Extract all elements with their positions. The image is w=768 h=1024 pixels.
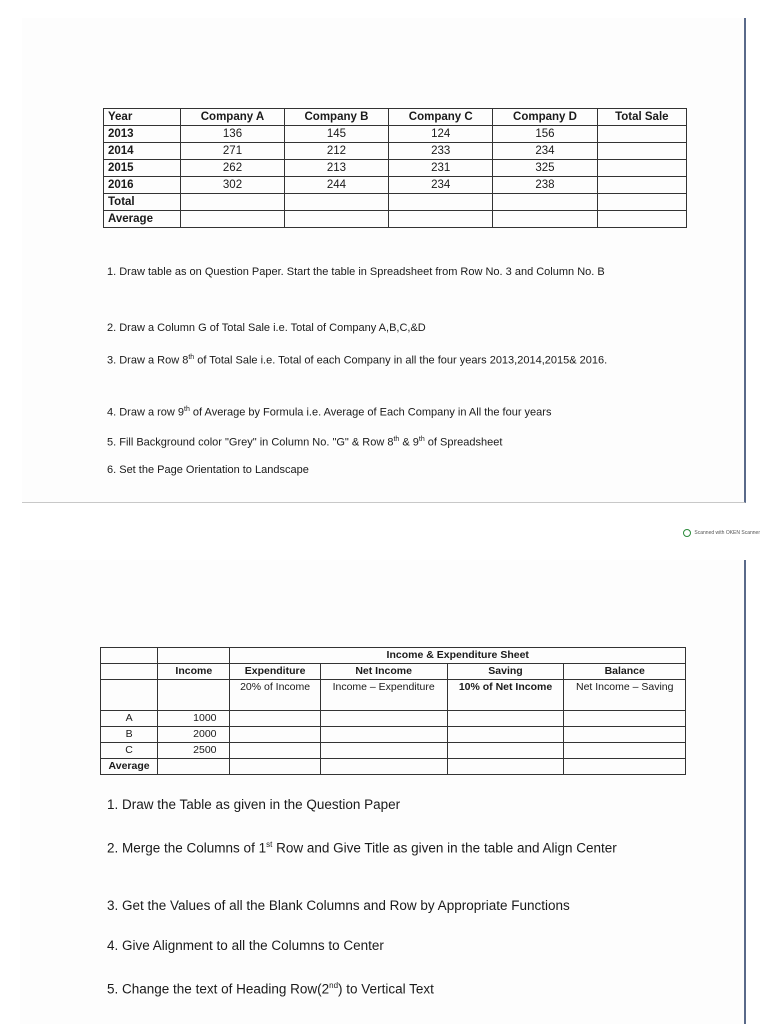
header-cell: Total Sale	[597, 109, 686, 126]
formula-cell: 20% of Income	[230, 680, 320, 711]
year-cell: 2014	[104, 143, 181, 160]
empty-cell	[230, 759, 320, 775]
header-cell: Company B	[284, 109, 388, 126]
superscript: nd	[329, 981, 339, 990]
header-cell: Expenditure	[230, 664, 320, 680]
instruction-1	[107, 262, 677, 282]
table-row	[101, 743, 686, 759]
empty-cell	[564, 759, 686, 775]
average-label-cell: Average	[104, 211, 181, 228]
table-row	[104, 143, 687, 160]
sales-table	[103, 108, 687, 228]
value-cell: 302	[181, 177, 285, 194]
value-cell	[389, 211, 493, 228]
value-cell	[597, 143, 686, 160]
empty-cell	[158, 648, 230, 664]
table-row	[104, 194, 687, 211]
superscript: st	[266, 840, 273, 849]
instruction-6	[107, 460, 677, 480]
value-cell: 271	[181, 143, 285, 160]
instruction-text: 1. Draw table as on Question Paper. Start the table in Spreadsheet from Row No. 3 and Column No. B	[107, 266, 605, 278]
value-cell: 145	[284, 126, 388, 143]
income-cell: 1000	[158, 711, 230, 727]
value-cell: 231	[389, 160, 493, 177]
formula-cell: 10% of Net Income	[447, 680, 564, 711]
empty-cell	[447, 711, 564, 727]
empty-cell	[230, 711, 320, 727]
header-cell: Saving	[447, 664, 564, 680]
header-cell: Income	[158, 664, 230, 680]
instruction-5	[107, 430, 677, 453]
value-cell: 136	[181, 126, 285, 143]
table-row	[101, 759, 686, 775]
question-page-1	[22, 18, 746, 503]
empty-cell	[564, 727, 686, 743]
empty-cell	[320, 759, 447, 775]
sheet-title: Income & Expenditure Sheet	[230, 648, 686, 664]
total-label-cell: Total	[104, 194, 181, 211]
empty-cell	[447, 759, 564, 775]
instruction-text: Row and Give Title as given in the table and Align Center	[272, 840, 617, 856]
instruction-3	[107, 348, 677, 371]
title-row	[101, 648, 686, 664]
value-cell	[181, 194, 285, 211]
year-cell: 2015	[104, 160, 181, 177]
value-cell: 234	[493, 143, 597, 160]
empty-cell	[564, 743, 686, 759]
value-cell: 325	[493, 160, 597, 177]
value-cell	[284, 211, 388, 228]
header-cell: Balance	[564, 664, 686, 680]
empty-cell	[158, 680, 230, 711]
formula-cell: Net Income – Saving	[564, 680, 686, 711]
header-cell: Year	[104, 109, 181, 126]
value-cell	[597, 160, 686, 177]
instruction-1	[107, 795, 667, 815]
formula-cell: Income – Expenditure	[320, 680, 447, 711]
table-row	[101, 711, 686, 727]
empty-cell	[101, 664, 158, 680]
instruction-text: ) to Vertical Text	[338, 981, 434, 997]
table-row	[104, 160, 687, 177]
year-cell: 2013	[104, 126, 181, 143]
value-cell	[597, 211, 686, 228]
scanner-logo-icon	[683, 529, 691, 537]
question-page-2	[20, 560, 746, 1024]
empty-cell	[101, 648, 158, 664]
instruction-5	[107, 976, 667, 1000]
year-cell: 2016	[104, 177, 181, 194]
value-cell: 233	[389, 143, 493, 160]
instruction-text: of Spreadsheet	[424, 436, 503, 449]
instruction-text: 4. Give Alignment to all the Columns to Center	[107, 938, 384, 953]
value-cell: 262	[181, 160, 285, 177]
instruction-4	[107, 936, 667, 956]
value-cell	[597, 194, 686, 211]
header-cell: Company A	[181, 109, 285, 126]
page-gap	[0, 515, 768, 560]
instruction-text: 3. Get the Values of all the Blank Columns and Row by Appropriate Functions	[107, 898, 570, 913]
value-cell	[597, 126, 686, 143]
scanner-label: Scanned with OKEN Scanner	[694, 530, 760, 536]
empty-cell	[564, 711, 686, 727]
value-cell	[389, 194, 493, 211]
empty-cell	[320, 743, 447, 759]
instruction-text: & 9	[399, 436, 419, 449]
header-cell: Company D	[493, 109, 597, 126]
superscript: th	[418, 436, 425, 443]
scanner-watermark	[683, 529, 760, 537]
heading-row	[101, 664, 686, 680]
empty-cell	[320, 711, 447, 727]
table-row	[101, 727, 686, 743]
table-row	[104, 177, 687, 194]
income-expenditure-table	[100, 647, 686, 775]
value-cell	[181, 211, 285, 228]
value-cell: 212	[284, 143, 388, 160]
header-cell: Net Income	[320, 664, 447, 680]
table-header-row	[104, 109, 687, 126]
instruction-text: 2. Draw a Column G of Total Sale i.e. Total of Company A,B,C,&D	[107, 322, 426, 334]
instruction-text: of Average by Formula i.e. Average of Each Company in All the four years	[189, 406, 552, 419]
value-cell: 238	[493, 177, 597, 194]
instruction-3	[107, 896, 667, 916]
instruction-text: 2. Merge the Columns of 1	[107, 840, 267, 856]
superscript: th	[184, 406, 190, 413]
value-cell	[493, 194, 597, 211]
superscript: th	[393, 436, 400, 443]
empty-cell	[158, 759, 230, 775]
empty-cell	[447, 727, 564, 743]
value-cell	[284, 194, 388, 211]
empty-cell	[101, 680, 158, 711]
value-cell	[493, 211, 597, 228]
header-cell: Company C	[389, 109, 493, 126]
superscript: th	[188, 354, 195, 361]
instruction-2	[107, 835, 667, 859]
value-cell: 234	[389, 177, 493, 194]
row-label: Average	[101, 759, 158, 775]
instruction-text: 1. Draw the Table as given in the Question Paper	[107, 797, 401, 812]
value-cell: 213	[284, 160, 388, 177]
formula-row	[101, 680, 686, 711]
value-cell	[597, 177, 686, 194]
instruction-2	[107, 318, 677, 338]
income-cell: 2500	[158, 743, 230, 759]
empty-cell	[320, 727, 447, 743]
value-cell: 244	[284, 177, 388, 194]
value-cell: 124	[389, 126, 493, 143]
instruction-text: 5. Fill Background color "Grey" in Column No. "G" & Row 8	[107, 436, 394, 449]
value-cell: 156	[493, 126, 597, 143]
instruction-text: 4. Draw a row 9	[107, 406, 185, 419]
instruction-4	[107, 400, 677, 423]
table-row	[104, 211, 687, 228]
instruction-text: 6. Set the Page Orientation to Landscape	[107, 464, 309, 476]
row-label: A	[101, 711, 158, 727]
instruction-text: of Total Sale i.e. Total of each Company in all the four years 2013,2014,2015& 2016.	[194, 354, 608, 367]
instruction-text: 3. Draw a Row 8	[107, 354, 189, 367]
instruction-text: 5. Change the text of Heading Row(2	[107, 981, 330, 997]
empty-cell	[230, 727, 320, 743]
row-label: C	[101, 743, 158, 759]
table-row	[104, 126, 687, 143]
empty-cell	[447, 743, 564, 759]
row-label: B	[101, 727, 158, 743]
income-cell: 2000	[158, 727, 230, 743]
empty-cell	[230, 743, 320, 759]
